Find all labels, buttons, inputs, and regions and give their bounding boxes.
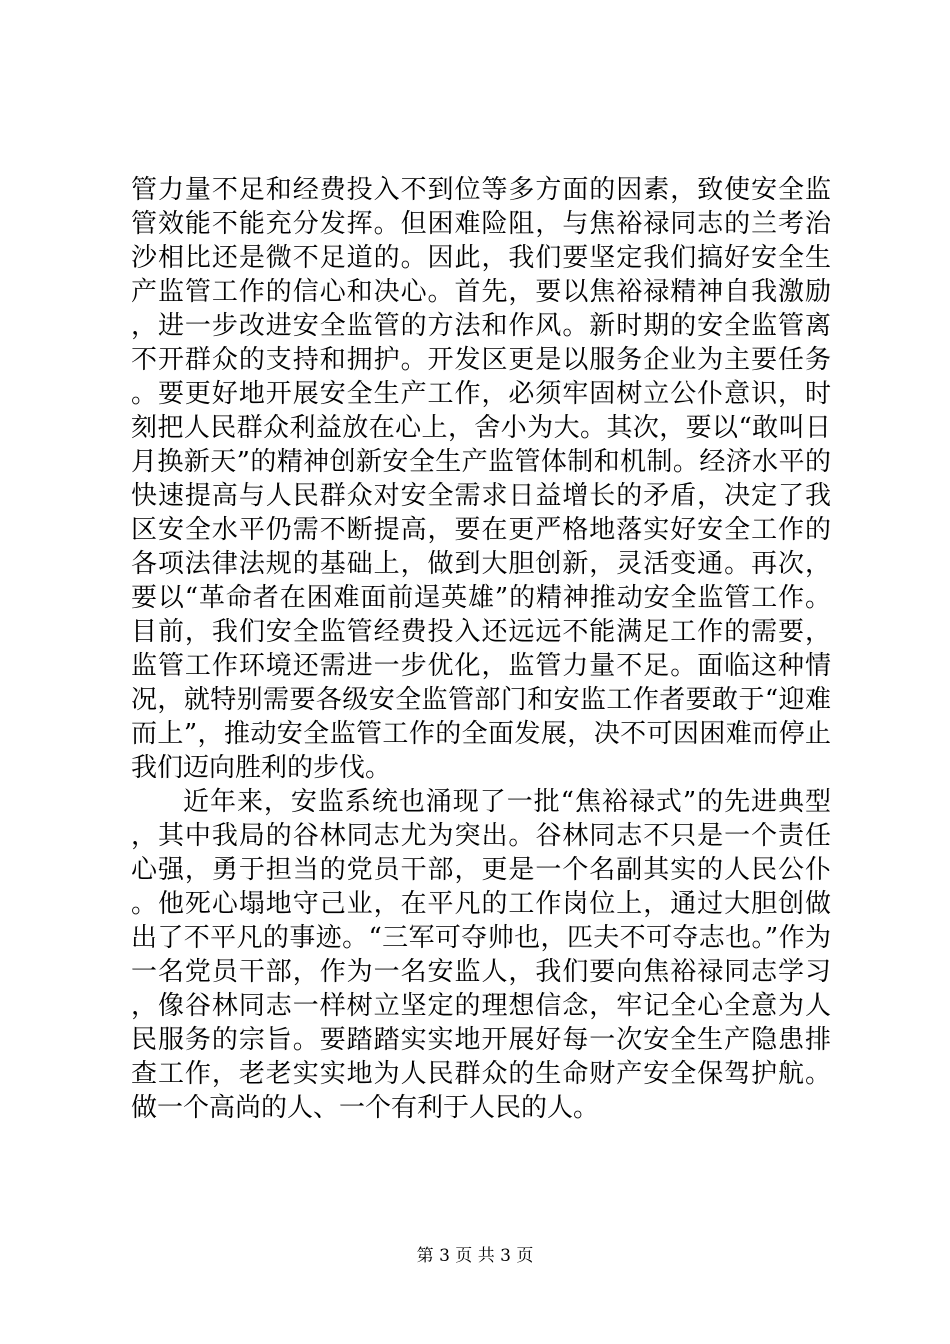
- paragraph-continued: 管力量不足和经费投入不到位等多方面的因素，致使安全监管效能不能充分发挥。但困难险阻，与焦裕禄同志的兰考治沙相比还是微不足道的。因此，我们要坚定我们搞好安全生产监管工作的信心和决心。首先，要以焦裕禄精神自我激励，进一步改进安全监管的方法和作风。新时期的安全监管离不开群众的支持和拥护。开发区更是以服务企业为主要任务。要更好地开展安全生产工作，必须牢固树立公仆意识，时刻把人民群众利益放在心上，舍小为大。其次，要以“敢叫日月换新天”的精神创新安全生产监管体制和机制。经济水平的快速提高与人民群众对安全需求日益增长的矛盾，决定了我区安全水平仍需不断提高，要在更严格地落实好安全工作的各项法律法规的基础上，做到大胆创新，灵活变通。再次，要以“革命者在困难面前逞英雄”的精神推动安全监管工作。目前，我们安全监管经费投入还远远不能满足工作的需要，监管工作环境还需进一步优化，监管力量不足。面临这种情况，就特别需要各级安全监管部门和安监工作者要敢于“迎难而上”，推动安全监管工作的全面发展，决不可因困难而停止我们迈向胜利的步伐。: [131, 175, 831, 783]
- paragraph-gulin: 近年来，安监系统也涌现了一批“焦裕禄式”的先进典型，其中我局的谷林同志尤为突出。谷林同志不只是一个责任心强，勇于担当的党员干部，更是一个名副其实的人民公仆。他死心塌地守己业，在平凡的工作岗位上，通过大胆创做出了不平凡的事迹。“三军可夺帅也，匹夫不可夺志也。”作为一名党员干部，作为一名安监人，我们要向焦裕禄同志学习，像谷林同志一样树立坚定的理想信念，牢记全心全意为人民服务的宗旨。要踏踏实实地开展好每一次安全生产隐患排查工作，老老实实地为人民群众的生命财产安全保驾护航。做一个高尚的人、一个有利于人民的人。: [131, 787, 831, 1123]
- document-body: [131, 173, 831, 1125]
- page-footer: 第 3 页 共 3 页: [416, 1246, 534, 1266]
